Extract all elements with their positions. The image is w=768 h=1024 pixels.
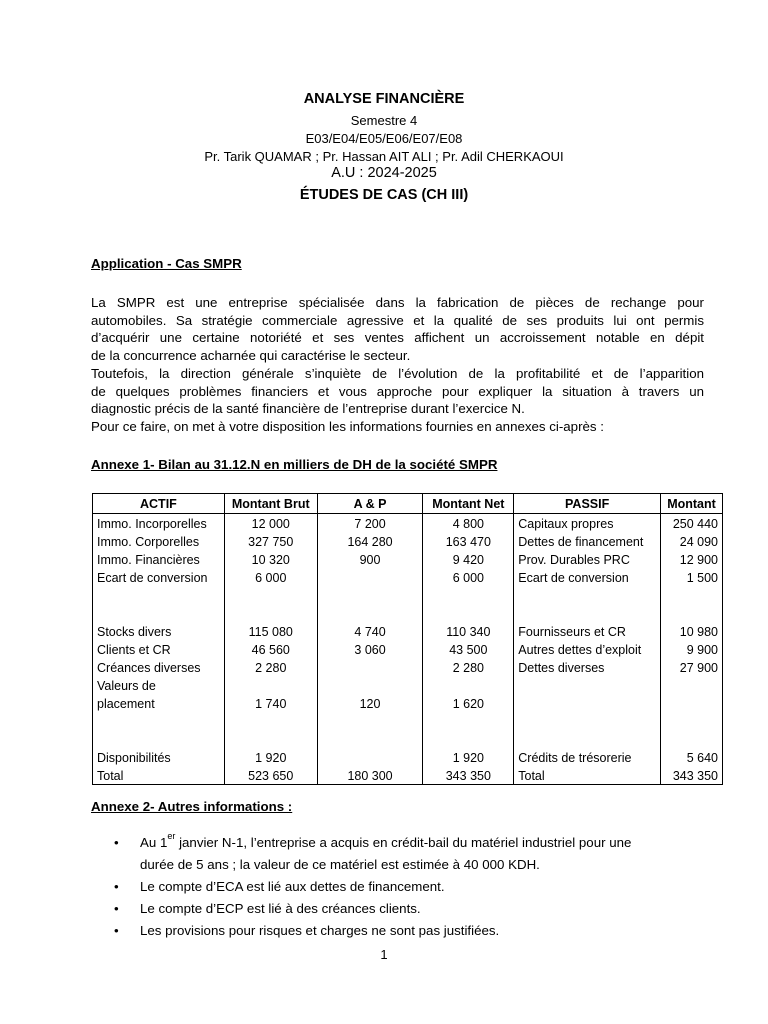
table-cell [317,748,423,766]
para-line: diagnostic précis de la santé financière de l’entreprise durant l’exercice N. [91,401,525,417]
table-cell: 1 920 [423,748,514,766]
table-cell [661,694,723,712]
para-line: Pour ce faire, on met à votre disposition les informations fournies en annexes ci-après : [91,418,604,434]
table-cell [93,604,225,622]
table-cell: 27 900 [661,658,723,676]
table-cell: Immo. Financières [93,550,225,568]
table-row [93,586,723,604]
table-cell: 46 560 [224,640,317,658]
column-header: ACTIF [93,494,225,514]
table-cell: 327 750 [224,532,317,550]
para-line: de quelques problèmes financiers et vous approche pour expliquer la situation à travers un [91,383,704,399]
table-cell [317,730,423,748]
table-cell: 900 [317,550,423,568]
list-item: • Le compte d’ECA est lié aux dettes de financement. [110,876,710,898]
table-cell: 1 920 [224,748,317,766]
list-item: • Le compte d’ECP est lié à des créances clients. [110,898,710,920]
table-cell: 24 090 [661,532,723,550]
table-cell: 6 000 [224,568,317,586]
table-cell: Fournisseurs et CR [514,622,661,640]
list-item: • Au 1er janvier N-1, l’entreprise a acquis en crédit-bail du matériel industriel pour une durée de 5 ans ; la valeur de ce matériel est estimée à 40 000 KDH. [114,831,632,872]
table-row [93,694,723,712]
page-number: 1 [380,947,388,962]
table-cell [317,586,423,604]
groups: E03/E04/E05/E06/E07/E08 [305,131,463,146]
list-item: • Les provisions pour risques et charges ne sont pas justifiées. [110,920,710,942]
table-cell: Clients et CR [93,640,225,658]
intro-paragraph [91,294,704,436]
table-cell [514,604,661,622]
table-cell: 5 640 [661,748,723,766]
table-row [93,604,723,622]
para-line: Toutefois, la direction générale s’inquiète de l’évolution de la profitabilité et de l’apparition [91,365,704,381]
table-cell: Immo. Corporelles [93,532,225,550]
table-cell: 1 500 [661,568,723,586]
table-cell [224,676,317,694]
table-row [93,568,723,586]
table-cell: Ecart de conversion [93,568,225,586]
para-line: d’acquérir une certaine notoriété et ses ventes affichent un accroissement notable en dépit [91,330,704,346]
table-cell: 1 620 [423,694,514,712]
bullet-icon: • [114,835,119,850]
table-row [93,550,723,568]
table-cell [224,712,317,730]
table-row [93,712,723,730]
table-cell [661,676,723,694]
table-cell: Dettes diverses [514,658,661,676]
table-cell [423,604,514,622]
table-cell: Crédits de trésorerie [514,748,661,766]
table-cell: 6 000 [423,568,514,586]
table-row [93,766,723,785]
table-cell: Prov. Durables PRC [514,550,661,568]
table-cell: 10 980 [661,622,723,640]
table-cell [317,658,423,676]
table-cell [423,676,514,694]
table-cell: 250 440 [661,514,723,533]
table-cell [423,586,514,604]
professors: Pr. Tarik QUAMAR ; Pr. Hassan AIT ALI ; Pr. Adil CHERKAOUI [204,149,564,164]
table-cell: 343 350 [423,766,514,785]
table-cell [661,730,723,748]
table-body [93,514,723,785]
table-cell: Immo. Incorporelles [93,514,225,533]
table-cell [224,730,317,748]
table-cell: 43 500 [423,640,514,658]
table-row [93,532,723,550]
table-cell: Autres dettes d’exploit [514,640,661,658]
table-row [93,514,723,533]
table-cell [224,604,317,622]
table-cell [423,730,514,748]
table-cell [661,586,723,604]
table-cell: Total [93,766,225,785]
table-cell: Ecart de conversion [514,568,661,586]
table-cell [317,712,423,730]
column-header: A & P [317,494,423,514]
document-subtitle: ÉTUDES DE CAS (CH III) [299,187,469,203]
document-title: ANALYSE FINANCIÈRE [303,91,465,107]
table-cell: 115 080 [224,622,317,640]
table-cell [224,586,317,604]
table-cell: 9 900 [661,640,723,658]
table-cell: 343 350 [661,766,723,785]
table-cell: 2 280 [224,658,317,676]
table-cell [514,676,661,694]
annexe2-heading: Annexe 2- Autres informations : [91,799,293,814]
table-cell: Dettes de financement [514,532,661,550]
application-heading: Application - Cas SMPR [91,256,242,271]
annexe1-heading: Annexe 1- Bilan au 31.12.N en milliers de DH de la société SMPR [91,457,498,472]
table-cell: 12 900 [661,550,723,568]
table-cell: 12 000 [224,514,317,533]
table-cell: 120 [317,694,423,712]
table-cell: 4 800 [423,514,514,533]
list-item-line2: durée de 5 ans ; la valeur de ce matériel est estimée à 40 000 KDH. [140,857,540,872]
table-cell: 1 740 [224,694,317,712]
info-list [110,832,710,942]
table-cell: placement [93,694,225,712]
table-row [93,748,723,766]
table-cell [317,568,423,586]
table-cell [514,694,661,712]
balance-sheet-table [92,493,723,785]
table-cell: Total [514,766,661,785]
table-cell [514,712,661,730]
table-row [93,730,723,748]
table-cell: 10 320 [224,550,317,568]
bullet-icon: • [114,923,119,938]
table-cell [93,712,225,730]
column-header: Montant Brut [224,494,317,514]
table-cell: Stocks divers [93,622,225,640]
table-cell: 7 200 [317,514,423,533]
table-row [93,640,723,658]
bullet-icon: • [114,901,119,916]
table-cell [317,604,423,622]
table-row [93,676,723,694]
table-cell [93,586,225,604]
table-cell: 164 280 [317,532,423,550]
table-cell [514,730,661,748]
table-cell: Valeurs de [93,676,225,694]
table-cell [661,604,723,622]
column-header: PASSIF [514,494,661,514]
table-cell [93,730,225,748]
table-cell: Capitaux propres [514,514,661,533]
column-header: Montant Net [423,494,514,514]
para-line: de la concurrence acharnée qui caractérise le secteur. [91,348,411,364]
table-cell: 2 280 [423,658,514,676]
para-line: La SMPR est une entreprise spécialisée dans la fabrication de pièces de rechange pour [91,295,704,310]
table-cell: 9 420 [423,550,514,568]
academic-year: A.U : 2024-2025 [331,165,437,181]
bullet-icon: • [114,879,119,894]
para-line: automobiles. Sa stratégie commerciale agressive et la qualité de ses produits lui ont permis [91,312,704,328]
table-cell: 180 300 [317,766,423,785]
table-cell [423,712,514,730]
table-cell: 523 650 [224,766,317,785]
semester: Semestre 4 [350,113,418,128]
table-cell: 4 740 [317,622,423,640]
table-header-row [93,494,723,514]
column-header: Montant [661,494,723,514]
table-cell [317,676,423,694]
table-row [93,622,723,640]
table-cell: Créances diverses [93,658,225,676]
table-row [93,658,723,676]
table-cell: 3 060 [317,640,423,658]
table-cell: 163 470 [423,532,514,550]
table-cell: 110 340 [423,622,514,640]
table-cell: Disponibilités [93,748,225,766]
table-cell [514,586,661,604]
table-cell [661,712,723,730]
